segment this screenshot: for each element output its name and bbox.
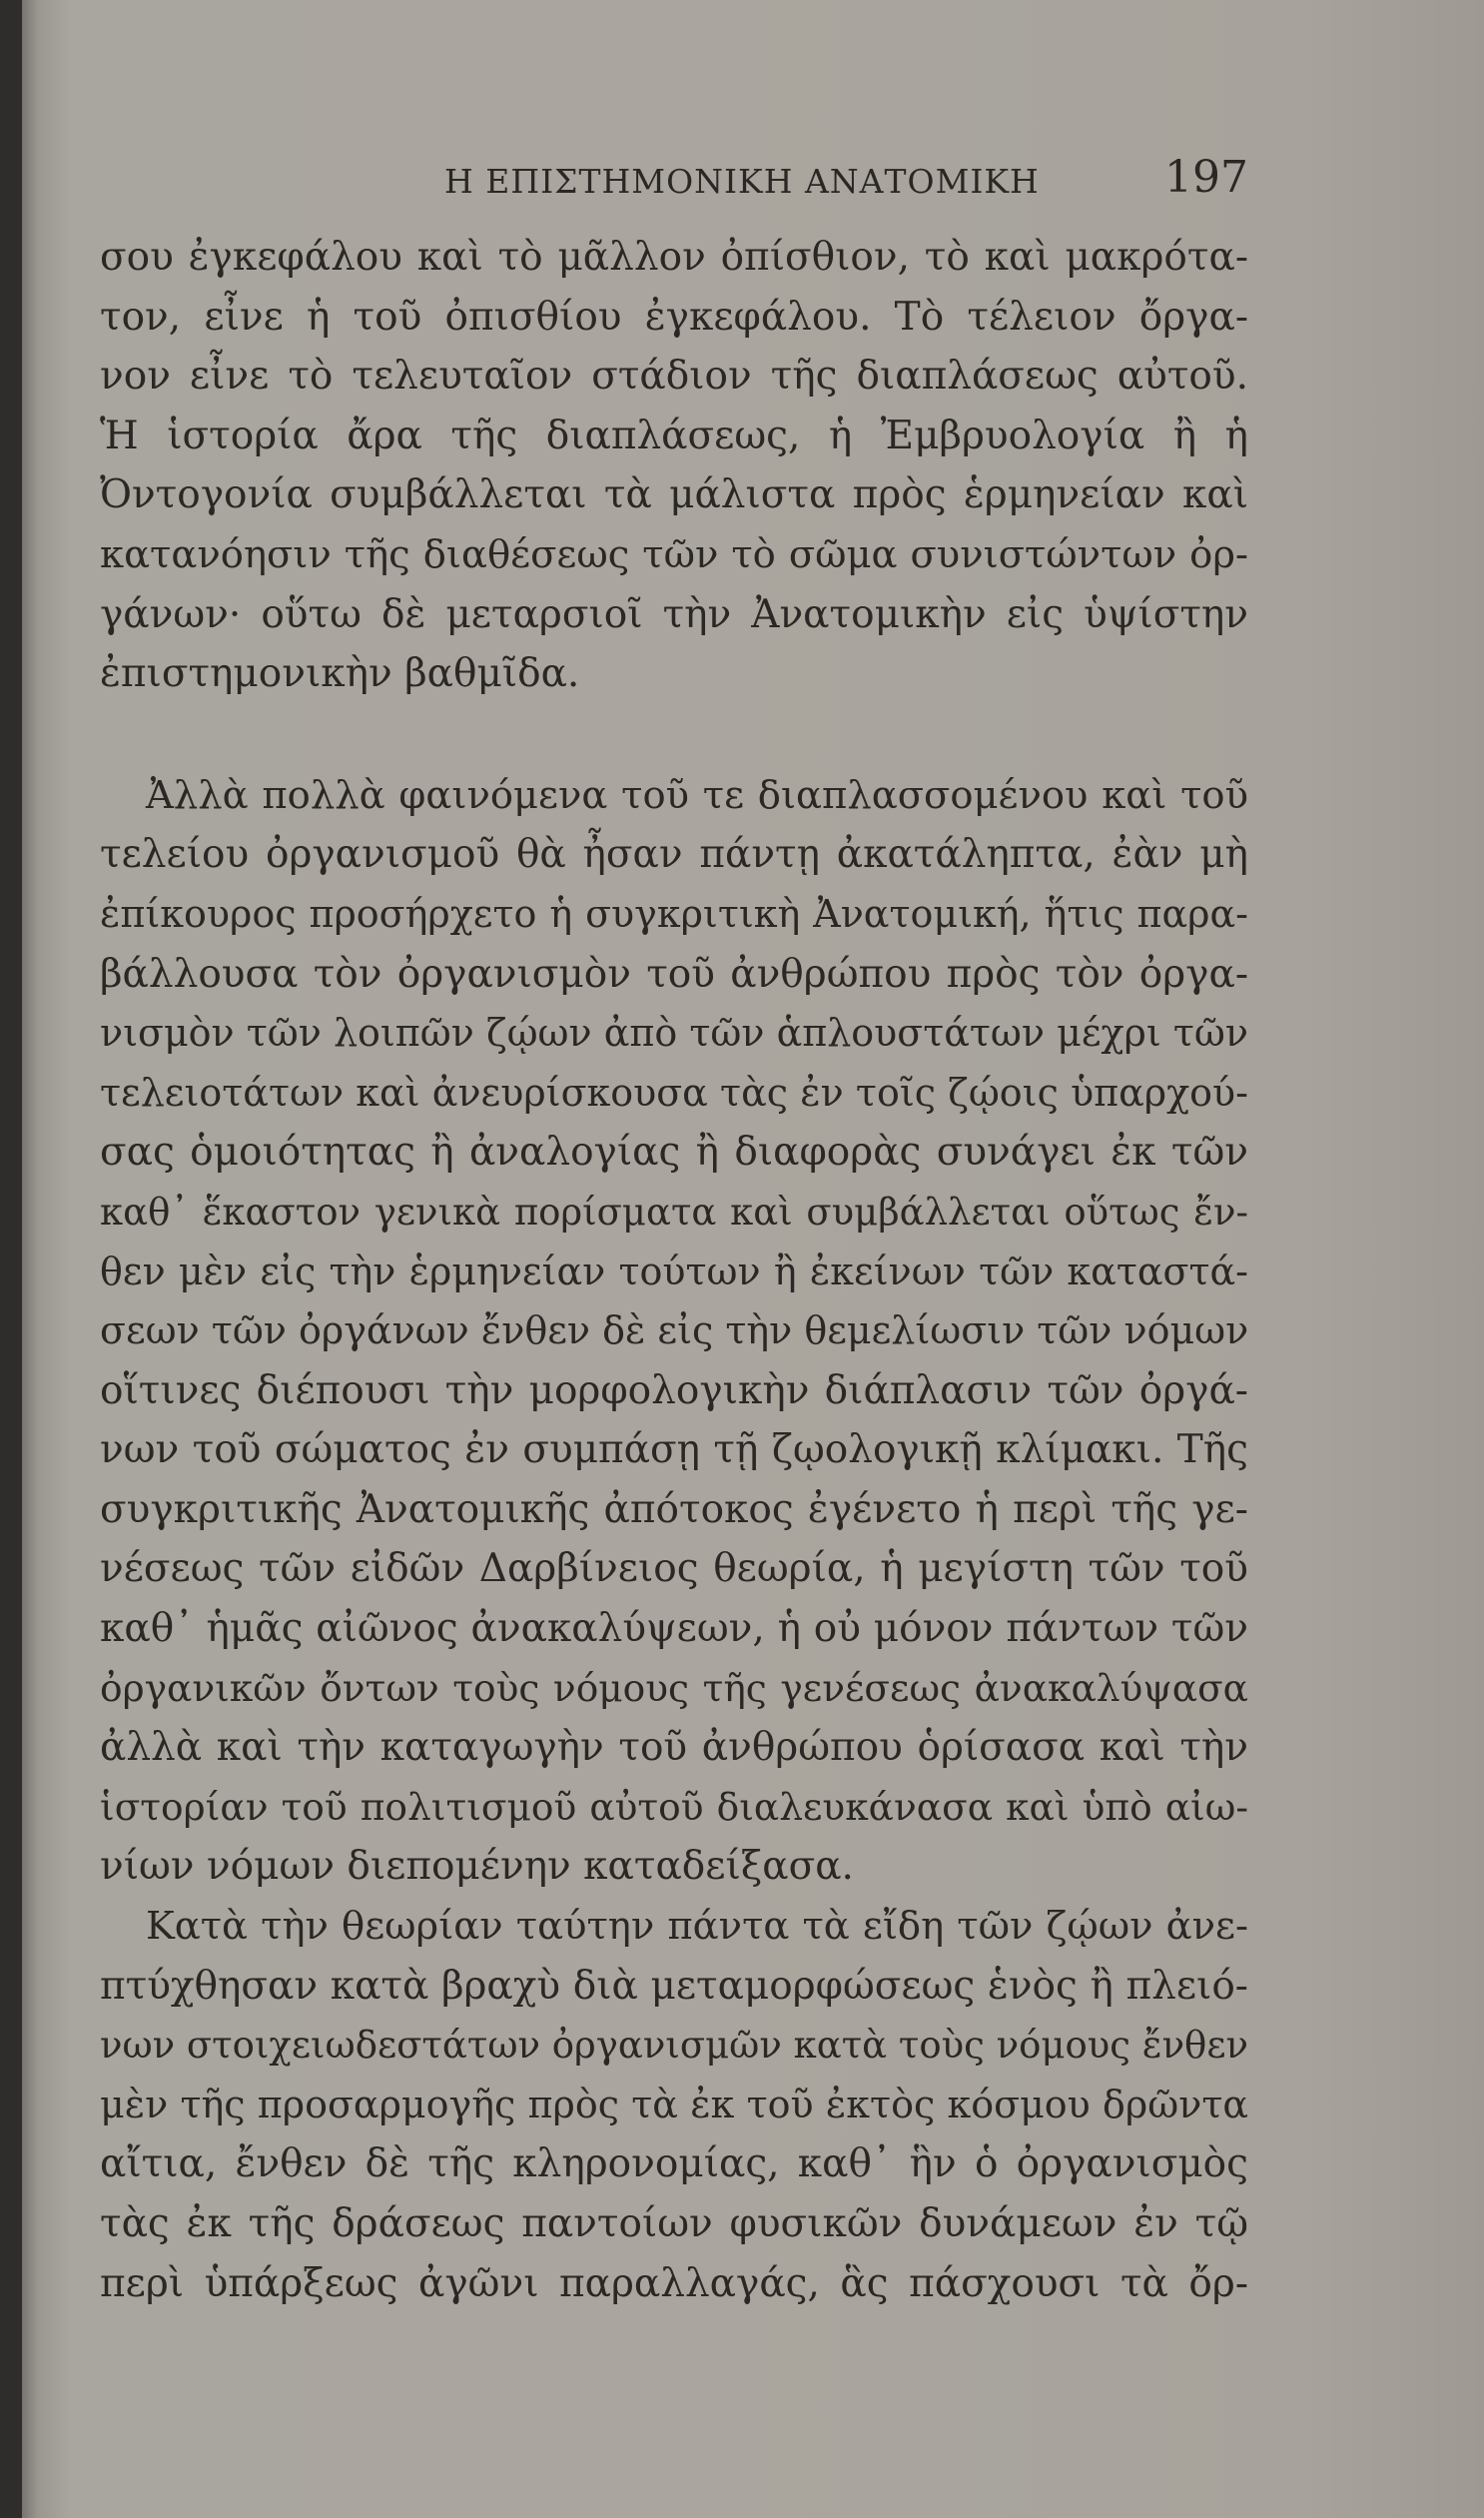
text-line: καθ᾽ ἕκαστον γενικὰ πορίσματα καὶ συμβάλλεται οὕτως ἔν- — [100, 1190, 1248, 1234]
text-line: Κατὰ τὴν θεωρίαν ταύτην πάντα τὰ εἴδη τῶν ζῴων ἀνε- — [146, 1904, 1248, 1950]
text-line: περὶ ὑπάρξεως ἀγῶνι παραλλαγάς, ἃς πάσχουσι τὰ ὄρ- — [100, 2260, 1248, 2306]
text-line: ὀργανικῶν ὄντων τοὺς νόμους τῆς γενέσεως ἀνακαλύψασα — [100, 1665, 1248, 1710]
paragraph-2 — [100, 766, 1248, 1897]
text-line: σας ὁμοιότητας ἢ ἀναλογίας ἢ διαφορὰς συνάγει ἐκ τῶν — [100, 1130, 1248, 1176]
book-spine-shadow — [0, 0, 22, 2518]
text-line: τελείου ὀργανισμοῦ θὰ ἦσαν πάντῃ ἀκατάληπτα, ἐὰν μὴ — [100, 832, 1248, 878]
text-line: τὰς ἐκ τῆς δράσεως παντοίων φυσικῶν δυνάμεων ἐν τῷ — [100, 2201, 1248, 2246]
text-line: πτύχθησαν κατὰ βραχὺ διὰ μεταμορφώσεως ἑνὸς ἢ πλειό- — [100, 1963, 1248, 2009]
text-line: ἀλλὰ καὶ τὴν καταγωγὴν τοῦ ἀνθρώπου ὁρίσασα καὶ τὴν — [100, 1725, 1248, 1771]
paragraph-1 — [100, 228, 1248, 704]
paragraph-3 — [100, 1897, 1248, 2313]
text-line: νισμὸν τῶν λοιπῶν ζῴων ἀπὸ τῶν ἁπλουστάτων μέχρι τῶν — [100, 1011, 1248, 1056]
text-line: οἵτινες διέπουσι τὴν μορφολογικὴν διάπλασιν τῶν ὀργά- — [100, 1367, 1248, 1413]
text-line: γάνων· οὕτω δὲ μεταρσιοῖ τὴν Ἀνατομικὴν εἰς ὑψίστην — [100, 591, 1248, 637]
text-line: ἐπίκουρος προσήρχετο ἡ συγκριτικὴ Ἀνατομική, ἥτις παρα- — [100, 891, 1248, 936]
body-text — [100, 228, 1248, 2313]
text-line: νων τοῦ σώματος ἐν συμπάσῃ τῇ ζῳολογικῇ κλίμακι. Τῆς — [100, 1427, 1248, 1473]
text-line: νίων νόμων διεπομένην καταδείξασα. — [100, 1844, 854, 1890]
text-line: σου ἐγκεφάλου καὶ τὸ μᾶλλον ὀπίσθιον, τὸ καὶ μακρότα- — [100, 235, 1248, 280]
text-line: μὲν τῆς προσαρμογῆς πρὸς τὰ ἐκ τοῦ ἐκτὸς κόσμου δρῶντα — [100, 2082, 1248, 2126]
text-line: κατανόησιν τῆς διαθέσεως τῶν τὸ σῶμα συνιστώντων ὀρ- — [100, 531, 1248, 577]
page-number: 197 — [1164, 152, 1248, 203]
text-line: τελειοτάτων καὶ ἀνευρίσκουσα τὰς ἐν τοῖς ζῴοις ὑπαρχού- — [100, 1070, 1248, 1115]
text-line: σεων τῶν ὀργάνων ἔνθεν δὲ εἰς τὴν θεμελίωσιν τῶν νόμων — [100, 1308, 1249, 1353]
text-line: Ἀλλὰ πολλὰ φαινόμενα τοῦ τε διαπλασσομένου καὶ τοῦ — [146, 772, 1248, 818]
text-line: νέσεως τῶν εἰδῶν Δαρβίνειος θεωρία, ἡ μεγίστη τῶν τοῦ — [100, 1546, 1248, 1592]
text-line: συγκριτικῆς Ἀνατομικῆς ἀπότοκος ἐγένετο ἡ περὶ τῆς γε- — [100, 1486, 1248, 1532]
text-line: βάλλουσα τὸν ὀργανισμὸν τοῦ ἀνθρώπου πρὸς τὸν ὀργα- — [100, 951, 1248, 997]
running-title: Η ΕΠΙΣΤΗΜΟΝΙΚΗ ΑΝΑΤΟΜΙΚΗ — [444, 162, 1040, 201]
text-line: αἴτια, ἔνθεν δὲ τῆς κληρονομίας, καθ᾽ ἣν ὁ ὀργανισμὸς — [100, 2141, 1248, 2187]
text-line: θεν μὲν εἰς τὴν ἑρμηνείαν τούτων ἢ ἐκείνων τῶν καταστά- — [100, 1249, 1248, 1293]
text-line: καθ᾽ ἡμᾶς αἰῶνος ἀνακαλύψεων, ἡ οὐ μόνον πάντων τῶν — [100, 1606, 1248, 1652]
text-line: νων στοιχειωδεστάτων ὀργανισμῶν κατὰ τοὺς νόμους ἔνθεν — [100, 2024, 1248, 2068]
text-line: Ἡ ἱστορία ἄρα τῆς διαπλάσεως, ἡ Ἐμβρυολογία ἢ ἡ — [100, 413, 1248, 458]
text-line: τον, εἶνε ἡ τοῦ ὀπισθίου ἐγκεφάλου. Τὸ τέλειον ὄργα- — [100, 294, 1248, 340]
page-header — [100, 152, 1248, 212]
text-line: ἐπιστημονικὴν βαθμῖδα. — [100, 651, 580, 697]
text-line: νον εἶνε τὸ τελευταῖον στάδιον τῆς διαπλάσεως αὐτοῦ. — [100, 354, 1248, 400]
text-line: Ὀντογονία συμβάλλεται τὰ μάλιστα πρὸς ἑρμηνείαν καὶ — [100, 472, 1248, 518]
paragraph-gap — [100, 704, 1248, 766]
text-line: ἱστορίαν τοῦ πολιτισμοῦ αὐτοῦ διαλευκάνασα καὶ ὑπὸ αἰω- — [100, 1784, 1248, 1829]
